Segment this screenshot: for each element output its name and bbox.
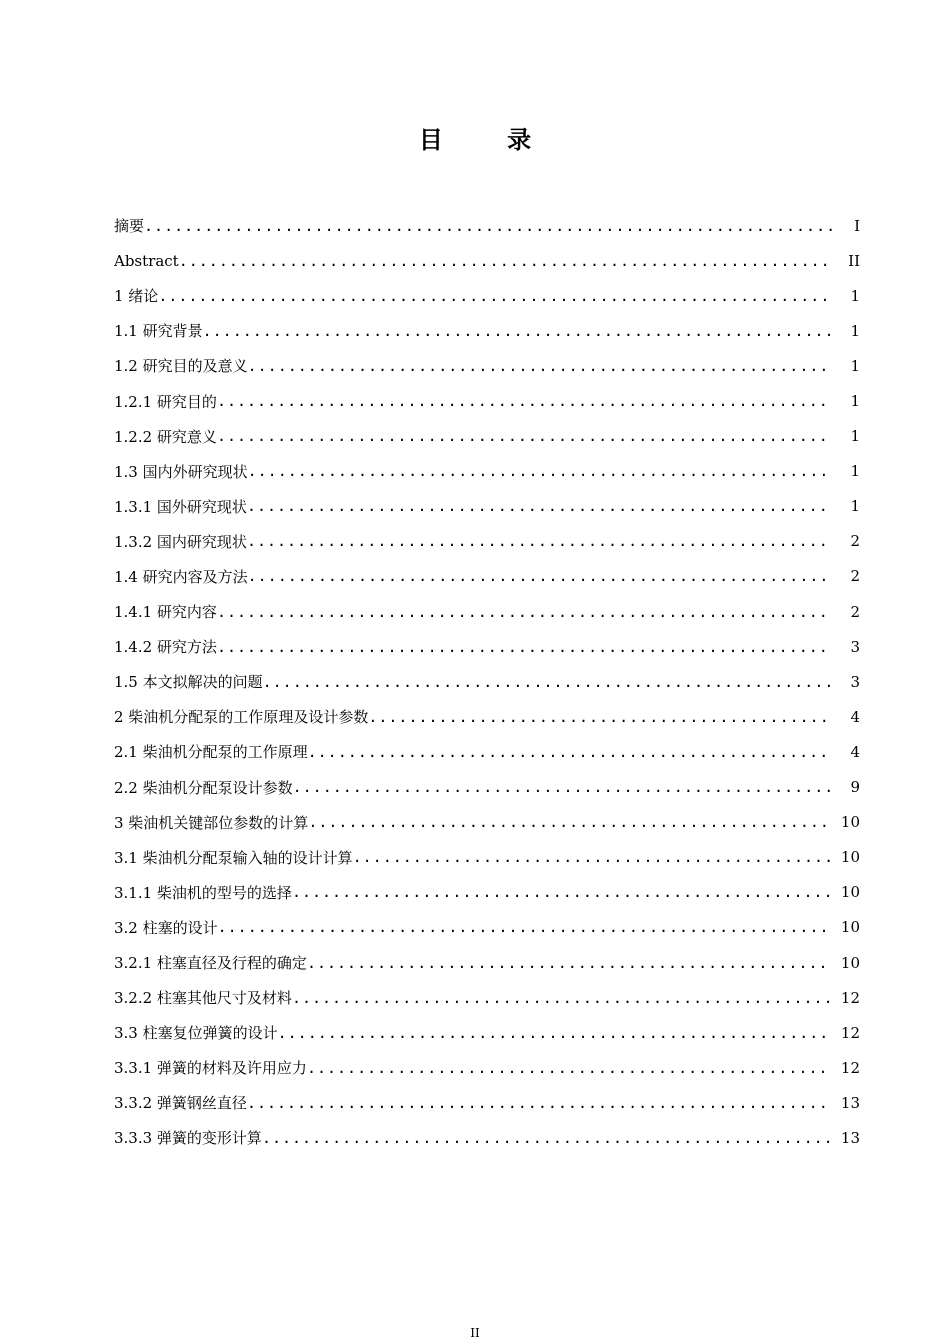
toc-entry[interactable] [114,348,860,383]
toc-entry-page: 1 [850,321,860,340]
toc-entry-page: 12 [840,1058,860,1077]
toc-entry-page: 4 [850,742,860,761]
toc-entry-page: 10 [840,848,860,867]
toc-entry[interactable] [114,1085,860,1120]
toc-leader-dots [248,567,832,585]
toc-leader-dots [353,848,832,866]
toc-entry[interactable] [114,278,860,313]
toc-entry-page: 3 [850,637,860,656]
toc-entry-page: 1 [850,392,860,411]
toc-entry-page: I [854,216,860,235]
toc-entry-page: 2 [850,532,860,551]
toc-entry-label: 3 柴油机关键部位参数的计算 [114,813,309,832]
toc-entry-label: 1.3.1 国外研究现状 [114,497,247,516]
toc-entry-label: 1.2.2 研究意义 [114,427,217,446]
toc-entry-page: 3 [850,672,860,691]
toc-entry-page: 1 [850,497,860,516]
toc-entry-label: 3.1.1 柴油机的型号的选择 [114,883,292,902]
toc-entry-label: 2.1 柴油机分配泵的工作原理 [114,743,308,762]
toc-entry-label: 1.3.2 国内研究现状 [114,532,247,551]
toc-entry-page: 12 [840,988,860,1007]
toc-entry-label: 1.2 研究目的及意义 [114,357,248,376]
toc-leader-dots [217,603,832,621]
toc-entry[interactable] [114,489,860,524]
toc-entry-page: 9 [850,778,860,797]
toc-entry-label: 1.4 研究内容及方法 [114,567,248,586]
toc-entry-page: 13 [840,1128,860,1147]
toc-entry[interactable] [114,454,860,489]
toc-entry-label: 3.3.3 弹簧的变形计算 [114,1129,262,1148]
toc-leader-dots [307,1059,832,1077]
toc-entry-page: 1 [850,356,860,375]
toc-entry-label: 3.2 柱塞的设计 [114,918,218,937]
toc-entry[interactable] [114,770,860,805]
toc-leader-dots [218,918,832,936]
toc-entry-label: 3.2.1 柱塞直径及行程的确定 [114,954,307,973]
toc-leader-dots [248,462,832,480]
toc-leader-dots [217,638,832,656]
toc-entry[interactable] [114,383,860,418]
toc-entry-page: 12 [840,1023,860,1042]
toc-entry-page: 2 [850,602,860,621]
toc-entry-page: 10 [840,883,860,902]
toc-entry-label: Abstract [114,251,179,270]
toc-leader-dots [293,778,832,796]
toc-entry[interactable] [114,594,860,629]
toc-entry-label: 1.5 本文拟解决的问题 [114,673,263,692]
table-of-contents [114,208,860,1156]
toc-leader-dots [217,392,832,410]
toc-entry[interactable] [114,313,860,348]
toc-entry[interactable] [114,980,860,1015]
toc-entry-page: II [848,251,860,270]
toc-entry[interactable] [114,840,860,875]
toc-entry[interactable] [114,559,860,594]
toc-leader-dots [263,673,832,691]
toc-leader-dots [308,813,832,831]
toc-leader-dots [203,322,832,340]
toc-entry-label: 1.2.1 研究目的 [114,392,217,411]
toc-entry[interactable] [114,208,860,243]
toc-entry-label: 1.1 研究背景 [114,322,203,341]
toc-entry[interactable] [114,243,860,278]
toc-entry[interactable] [114,945,860,980]
toc-leader-dots [247,532,832,550]
toc-entry[interactable] [114,629,860,664]
toc-entry[interactable] [114,419,860,454]
toc-leader-dots [179,252,832,270]
toc-leader-dots [368,708,832,726]
toc-leader-dots [278,1024,832,1042]
toc-leader-dots [247,1094,832,1112]
toc-entry-label: 1 绪论 [114,287,159,306]
toc-entry-label: 1.3 国内外研究现状 [114,462,248,481]
toc-entry-page: 10 [840,813,860,832]
toc-entry-label: 3.2.2 柱塞其他尺寸及材料 [114,989,292,1008]
toc-entry[interactable] [114,664,860,699]
toc-entry[interactable] [114,1120,860,1155]
toc-leader-dots [248,357,832,375]
toc-entry-label: 3.3 柱塞复位弹簧的设计 [114,1024,278,1043]
toc-entry-label: 3.3.1 弹簧的材料及许用应力 [114,1059,307,1078]
toc-entry-page: 10 [840,953,860,972]
toc-entry[interactable] [114,1015,860,1050]
toc-leader-dots [262,1129,832,1147]
toc-leader-dots [308,743,832,761]
toc-entry[interactable] [114,910,860,945]
toc-entry-page: 2 [850,567,860,586]
toc-entry[interactable] [114,805,860,840]
toc-entry-page: 1 [850,286,860,305]
footer-page-number: II [470,1326,480,1340]
toc-entry-page: 4 [850,707,860,726]
toc-entry[interactable] [114,875,860,910]
toc-entry-label: 3.3.2 弹簧钢丝直径 [114,1094,247,1113]
toc-leader-dots [144,217,832,235]
toc-leader-dots [292,989,832,1007]
toc-leader-dots [217,427,832,445]
toc-entry-page: 10 [840,918,860,937]
toc-entry-label: 3.1 柴油机分配泵输入轴的设计计算 [114,848,353,867]
toc-leader-dots [247,497,832,515]
toc-entry[interactable] [114,1050,860,1085]
toc-entry-label: 1.4.1 研究内容 [114,603,217,622]
toc-entry-page: 1 [850,427,860,446]
toc-leader-dots [307,954,832,972]
toc-entry[interactable] [114,524,860,559]
toc-entry-label: 2.2 柴油机分配泵设计参数 [114,778,293,797]
toc-leader-dots [292,883,832,901]
toc-entry-label: 1.4.2 研究方法 [114,638,217,657]
toc-entry[interactable] [114,699,860,734]
toc-entry-page: 13 [840,1093,860,1112]
toc-entry-page: 1 [850,462,860,481]
toc-entry[interactable] [114,734,860,769]
toc-leader-dots [158,287,832,305]
page-title: 目 录 [418,126,560,154]
toc-entry-label: 2 柴油机分配泵的工作原理及设计参数 [114,708,369,727]
toc-entry-label: 摘要 [114,217,145,236]
